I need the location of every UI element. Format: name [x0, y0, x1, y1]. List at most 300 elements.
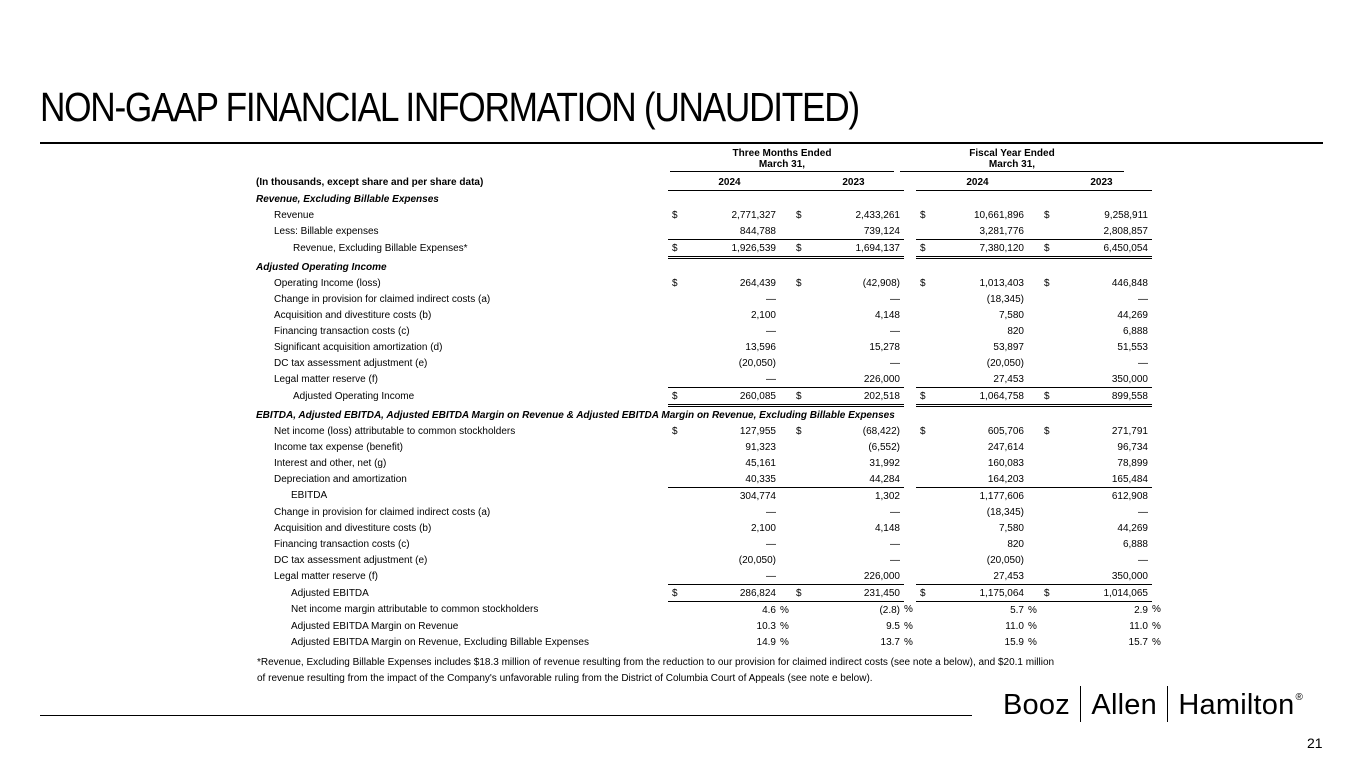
dollar-sign	[1040, 520, 1055, 536]
header-three-months-rule	[670, 171, 894, 172]
value-cell: 13.7	[880, 636, 900, 648]
dollar-sign: $	[920, 209, 926, 221]
value-cell: 6,888	[1122, 538, 1148, 550]
value-cell: 45,161	[745, 457, 776, 469]
dollar-sign	[792, 323, 807, 339]
value-suffix	[1152, 323, 1164, 339]
dollar-sign	[916, 520, 931, 536]
value-cell: 820	[1007, 325, 1024, 337]
dollar-sign	[1040, 339, 1055, 355]
value-cell: (6,552)	[868, 441, 900, 453]
value-suffix	[904, 388, 916, 406]
value-cell: 11.0	[1005, 620, 1024, 632]
value-suffix	[904, 552, 916, 568]
dollar-sign	[792, 618, 807, 634]
registered-mark: ®	[1295, 692, 1304, 703]
value-cell: 1,175,064	[931, 585, 1028, 602]
value-cell: 4,148	[874, 522, 900, 534]
value-suffix	[780, 439, 792, 455]
section-header-row	[256, 191, 1164, 208]
value-suffix	[1028, 471, 1040, 488]
dollar-sign: $	[672, 425, 678, 437]
value-cell: —	[683, 371, 780, 388]
value-cell: —	[1138, 357, 1148, 369]
value-suffix	[1028, 223, 1040, 240]
title-rule	[40, 142, 1323, 144]
table-row	[256, 504, 1164, 520]
value-suffix	[780, 388, 792, 406]
value-suffix	[904, 568, 916, 585]
table-row	[256, 291, 1164, 307]
dollar-sign	[668, 307, 683, 323]
value-suffix	[1152, 223, 1164, 240]
dollar-sign: $	[916, 240, 931, 258]
non-gaap-table	[256, 174, 1164, 650]
dollar-sign: $	[796, 425, 802, 437]
value-suffix	[904, 291, 916, 307]
value-cell: 44,284	[807, 471, 904, 488]
value-cell: 7,580	[998, 309, 1024, 321]
value-cell: —	[766, 293, 776, 305]
dollar-sign	[1040, 291, 1055, 307]
value-suffix	[780, 568, 792, 585]
dollar-sign	[1040, 355, 1055, 371]
value-cell: 3,281,776	[931, 223, 1028, 240]
value-cell: 899,558	[1055, 388, 1152, 406]
table-row	[256, 339, 1164, 355]
value-cell: —	[766, 538, 776, 550]
value-suffix	[1028, 240, 1040, 258]
value-suffix	[1152, 471, 1164, 488]
table-row	[256, 275, 1164, 291]
footnote-line: *Revenue, Excluding Billable Expenses includes $18.3 million of revenue resulting from the reduction to our provision for claimed indirect costs (see note a below), and $20.1 million	[257, 657, 1055, 668]
value-suffix	[1152, 585, 1164, 602]
dollar-sign: $	[672, 277, 678, 289]
dollar-sign: $	[916, 388, 931, 406]
dollar-sign	[916, 323, 931, 339]
dollar-sign	[668, 488, 683, 505]
value-cell: —	[1138, 506, 1148, 518]
section-header-row	[256, 406, 1164, 424]
logo-divider	[1080, 686, 1082, 722]
dollar-sign	[1040, 439, 1055, 455]
header-fiscal-year-rule	[900, 171, 1124, 172]
value-suffix	[904, 223, 916, 240]
dollar-sign	[792, 371, 807, 388]
value-suffix	[1028, 323, 1040, 339]
value-cell: 96,734	[1117, 441, 1148, 453]
value-suffix	[1028, 520, 1040, 536]
value-suffix	[780, 323, 792, 339]
dollar-sign	[916, 455, 931, 471]
value-suffix	[1028, 504, 1040, 520]
value-suffix: %	[1028, 620, 1037, 632]
value-cell: 820	[1007, 538, 1024, 550]
row-label: Revenue	[274, 209, 315, 221]
value-suffix	[904, 536, 916, 552]
dollar-sign: $	[668, 388, 683, 406]
value-cell: —	[1138, 554, 1148, 566]
dollar-sign	[1040, 471, 1055, 488]
value-suffix	[1028, 371, 1040, 388]
value-suffix	[904, 455, 916, 471]
value-suffix	[780, 504, 792, 520]
value-cell: 1,694,137	[807, 240, 904, 258]
row-label: Income tax expense (benefit)	[274, 441, 403, 453]
value-suffix	[1152, 307, 1164, 323]
value-suffix	[1152, 388, 1164, 406]
value-suffix	[904, 307, 916, 323]
dollar-sign	[668, 439, 683, 455]
dollar-sign	[792, 536, 807, 552]
value-suffix	[780, 520, 792, 536]
value-cell: 165,484	[1055, 471, 1152, 488]
value-cell: 4.6	[762, 604, 776, 616]
dollar-sign	[668, 471, 683, 488]
value-cell: (20,050)	[738, 554, 776, 566]
value-suffix	[1152, 536, 1164, 552]
table-row	[256, 618, 1164, 634]
value-cell: —	[890, 357, 900, 369]
row-label: Adjusted EBITDA Margin on Revenue	[291, 620, 459, 632]
row-label: Acquisition and divestiture costs (b)	[274, 309, 432, 321]
row-label: Change in provision for claimed indirect costs (a)	[274, 293, 491, 305]
row-label: Operating Income (loss)	[274, 277, 381, 289]
value-suffix	[1028, 536, 1040, 552]
dollar-sign	[1040, 602, 1055, 619]
row-label: Legal matter reserve (f)	[274, 373, 378, 385]
logo-word: Booz	[1003, 689, 1070, 721]
value-suffix	[1152, 488, 1164, 505]
header-fiscal-year-line1: Fiscal Year Ended	[969, 148, 1055, 159]
dollar-sign	[792, 223, 807, 240]
table-row	[256, 371, 1164, 388]
value-suffix	[1028, 388, 1040, 406]
dollar-sign	[1040, 488, 1055, 505]
value-cell: —	[890, 554, 900, 566]
dollar-sign	[668, 323, 683, 339]
value-cell: (20,050)	[986, 357, 1024, 369]
row-label: EBITDA	[291, 490, 328, 502]
row-label: Financing transaction costs (c)	[274, 538, 410, 550]
value-suffix: %	[780, 636, 789, 648]
row-label: Change in provision for claimed indirect costs (a)	[274, 506, 491, 518]
value-cell: —	[890, 506, 900, 518]
row-label: Revenue, Excluding Billable Expenses*	[293, 243, 468, 254]
header-fiscal-year	[900, 148, 1124, 170]
table-row	[256, 634, 1164, 650]
value-cell: —	[890, 293, 900, 305]
table-row	[256, 423, 1164, 439]
table-row	[256, 240, 1164, 258]
value-suffix	[1152, 355, 1164, 371]
dollar-sign	[668, 536, 683, 552]
value-cell: 202,518	[807, 388, 904, 406]
value-suffix	[780, 291, 792, 307]
value-suffix	[904, 355, 916, 371]
value-suffix	[1028, 488, 1040, 505]
header-three-months-line1: Three Months Ended	[732, 148, 832, 159]
row-label: Adjusted Operating Income	[293, 391, 415, 402]
dollar-sign	[792, 488, 807, 505]
value-suffix	[780, 585, 792, 602]
value-cell: 739,124	[807, 223, 904, 240]
dollar-sign	[792, 634, 807, 650]
dollar-sign	[1040, 455, 1055, 471]
section-header-row	[256, 258, 1164, 276]
value-suffix	[904, 275, 916, 291]
value-cell: (18,345)	[986, 506, 1024, 518]
value-suffix	[904, 371, 916, 388]
table-row	[256, 488, 1164, 505]
table-row	[256, 585, 1164, 602]
value-cell: (2.8)	[879, 604, 900, 616]
value-cell: 231,450	[807, 585, 904, 602]
value-cell: 27,453	[931, 371, 1028, 388]
value-suffix	[1028, 275, 1040, 291]
dollar-sign	[792, 602, 807, 619]
value-cell: 160,083	[987, 457, 1024, 469]
value-suffix	[904, 471, 916, 488]
page-number: 21	[1307, 735, 1323, 751]
dollar-sign	[1040, 552, 1055, 568]
value-cell: 27,453	[931, 568, 1028, 585]
table-row	[256, 307, 1164, 323]
dollar-sign	[916, 536, 931, 552]
value-suffix	[1152, 275, 1164, 291]
company-logo	[1003, 686, 1303, 722]
row-label: DC tax assessment adjustment (e)	[274, 554, 428, 566]
dollar-sign	[1040, 323, 1055, 339]
value-suffix	[1152, 371, 1164, 388]
dollar-sign	[668, 602, 683, 619]
value-suffix	[1152, 240, 1164, 258]
table-row	[256, 455, 1164, 471]
value-cell: 1,302	[874, 490, 900, 502]
value-cell: (20,050)	[986, 554, 1024, 566]
value-cell: 5.7	[1010, 604, 1024, 616]
dollar-sign	[792, 552, 807, 568]
logo-word: Allen	[1091, 689, 1157, 721]
value-suffix	[1152, 520, 1164, 536]
value-suffix	[780, 240, 792, 258]
value-cell: 350,000	[1055, 568, 1152, 585]
dollar-sign	[792, 504, 807, 520]
value-cell: 6,888	[1122, 325, 1148, 337]
row-label: Legal matter reserve (f)	[274, 570, 378, 582]
dollar-sign	[668, 520, 683, 536]
value-suffix	[1028, 585, 1040, 602]
dollar-sign: $	[916, 585, 931, 602]
table-row	[256, 355, 1164, 371]
row-label: Financing transaction costs (c)	[274, 325, 410, 337]
header-three-months-line2: March 31,	[758, 159, 806, 170]
table-row	[256, 520, 1164, 536]
dollar-sign: $	[1044, 277, 1050, 289]
dollar-sign	[668, 355, 683, 371]
dollar-sign: $	[1044, 425, 1050, 437]
section-label: Adjusted Operating Income	[256, 261, 387, 273]
value-cell: 11.0	[1129, 620, 1148, 632]
value-suffix	[904, 504, 916, 520]
value-suffix	[780, 488, 792, 505]
value-suffix	[780, 455, 792, 471]
row-label: DC tax assessment adjustment (e)	[274, 357, 428, 369]
value-suffix: %	[1028, 636, 1037, 648]
dollar-sign: $	[1040, 585, 1055, 602]
dollar-sign	[792, 291, 807, 307]
value-cell: 1,014,065	[1055, 585, 1152, 602]
dollar-sign: $	[792, 585, 807, 602]
dollar-sign	[1040, 536, 1055, 552]
dollar-sign	[668, 552, 683, 568]
value-suffix	[904, 240, 916, 258]
dollar-sign	[792, 307, 807, 323]
value-cell: 13,596	[745, 341, 776, 353]
table-row	[256, 552, 1164, 568]
value-suffix	[1028, 455, 1040, 471]
value-cell: 2,433,261	[855, 209, 900, 221]
table-row	[256, 323, 1164, 339]
value-suffix: %	[1028, 604, 1037, 616]
dollar-sign	[916, 504, 931, 520]
value-cell: 44,269	[1117, 522, 1148, 534]
row-label: Interest and other, net (g)	[274, 457, 387, 469]
value-suffix: %	[780, 620, 789, 632]
value-suffix: %	[904, 620, 913, 632]
value-cell: (68,422)	[862, 425, 900, 437]
dollar-sign	[916, 339, 931, 355]
section-label: Revenue, Excluding Billable Expenses	[256, 193, 439, 205]
dollar-sign	[792, 355, 807, 371]
dollar-sign	[792, 471, 807, 488]
row-label: Net income (loss) attributable to common stockholders	[274, 425, 516, 437]
value-cell: 6,450,054	[1055, 240, 1152, 258]
value-suffix	[1152, 423, 1164, 439]
table-row	[256, 471, 1164, 488]
value-suffix	[904, 339, 916, 355]
value-cell: 7,380,120	[931, 240, 1028, 258]
value-cell: 605,706	[987, 425, 1024, 437]
value-cell: (20,050)	[738, 357, 776, 369]
value-suffix	[1028, 568, 1040, 585]
value-cell: 7,580	[998, 522, 1024, 534]
value-cell: 271,791	[1111, 425, 1148, 437]
dollar-sign	[1040, 504, 1055, 520]
dollar-sign	[792, 439, 807, 455]
value-cell: 15.9	[1004, 636, 1024, 648]
dollar-sign	[1040, 223, 1055, 240]
value-suffix: %	[780, 604, 789, 616]
value-suffix	[1152, 455, 1164, 471]
value-cell: 2.9	[1134, 604, 1148, 616]
dollar-sign	[792, 455, 807, 471]
units-label: (In thousands, except share and per share data)	[256, 176, 484, 188]
row-label: Adjusted EBITDA	[291, 587, 369, 599]
value-suffix	[904, 423, 916, 439]
section-label: EBITDA, Adjusted EBITDA, Adjusted EBITDA Margin on Revenue & Adjusted EBITDA Margin on Revenue, Excluding Billable Expenses	[256, 409, 895, 421]
dollar-sign	[668, 634, 683, 650]
year-header: 2024	[683, 174, 780, 191]
value-cell: 15.7	[1128, 636, 1148, 648]
value-cell: 78,899	[1117, 457, 1148, 469]
dollar-sign: $	[792, 388, 807, 406]
value-suffix	[904, 439, 916, 455]
dollar-sign	[668, 455, 683, 471]
row-label: Less: Billable expenses	[274, 225, 379, 237]
value-suffix: %	[904, 604, 913, 616]
row-label: Acquisition and divestiture costs (b)	[274, 522, 432, 534]
value-suffix	[780, 307, 792, 323]
value-cell: —	[683, 568, 780, 585]
row-label: Significant acquisition amortization (d)	[274, 341, 443, 353]
dollar-sign	[916, 471, 931, 488]
dollar-sign	[792, 339, 807, 355]
value-suffix	[1028, 339, 1040, 355]
header-fiscal-year-line2: March 31,	[988, 159, 1036, 170]
table-row	[256, 388, 1164, 406]
dollar-sign	[1040, 634, 1055, 650]
value-cell: 1,177,606	[979, 490, 1024, 502]
value-cell: 127,955	[739, 425, 776, 437]
dollar-sign: $	[796, 277, 802, 289]
value-cell: 304,774	[739, 490, 776, 502]
value-suffix	[904, 488, 916, 505]
dollar-sign	[668, 568, 683, 585]
dollar-sign: $	[1040, 388, 1055, 406]
value-cell: 44,269	[1117, 309, 1148, 321]
value-cell: 1,926,539	[683, 240, 780, 258]
dollar-sign	[668, 618, 683, 634]
value-cell: 91,323	[745, 441, 776, 453]
dollar-sign	[668, 371, 683, 388]
value-cell: 2,808,857	[1055, 223, 1152, 240]
value-suffix	[1152, 504, 1164, 520]
logo-word: Hamilton	[1178, 689, 1295, 721]
value-suffix	[904, 323, 916, 339]
value-cell: 264,439	[739, 277, 776, 289]
value-suffix	[904, 585, 916, 602]
dollar-sign	[668, 339, 683, 355]
value-suffix	[1028, 355, 1040, 371]
value-cell: 9,258,911	[1104, 209, 1148, 221]
value-suffix	[1028, 307, 1040, 323]
value-cell: 844,788	[683, 223, 780, 240]
dollar-sign	[916, 488, 931, 505]
value-suffix	[1152, 439, 1164, 455]
value-suffix: %	[1152, 604, 1161, 616]
table-row	[256, 223, 1164, 240]
dollar-sign	[916, 223, 931, 240]
value-cell: 53,897	[993, 341, 1024, 353]
value-cell: —	[766, 506, 776, 518]
table-row	[256, 439, 1164, 455]
value-cell: 446,848	[1111, 277, 1148, 289]
value-cell: 1,064,758	[931, 388, 1028, 406]
value-cell: (42,908)	[862, 277, 900, 289]
dollar-sign	[916, 618, 931, 634]
value-suffix: %	[1152, 636, 1161, 648]
dollar-sign	[916, 634, 931, 650]
footnote	[257, 655, 1117, 687]
value-suffix	[780, 223, 792, 240]
dollar-sign: $	[668, 240, 683, 258]
dollar-sign	[668, 223, 683, 240]
value-cell: 15,278	[869, 341, 900, 353]
year-header: 2023	[1055, 174, 1152, 191]
value-suffix	[780, 355, 792, 371]
table-row	[256, 207, 1164, 223]
